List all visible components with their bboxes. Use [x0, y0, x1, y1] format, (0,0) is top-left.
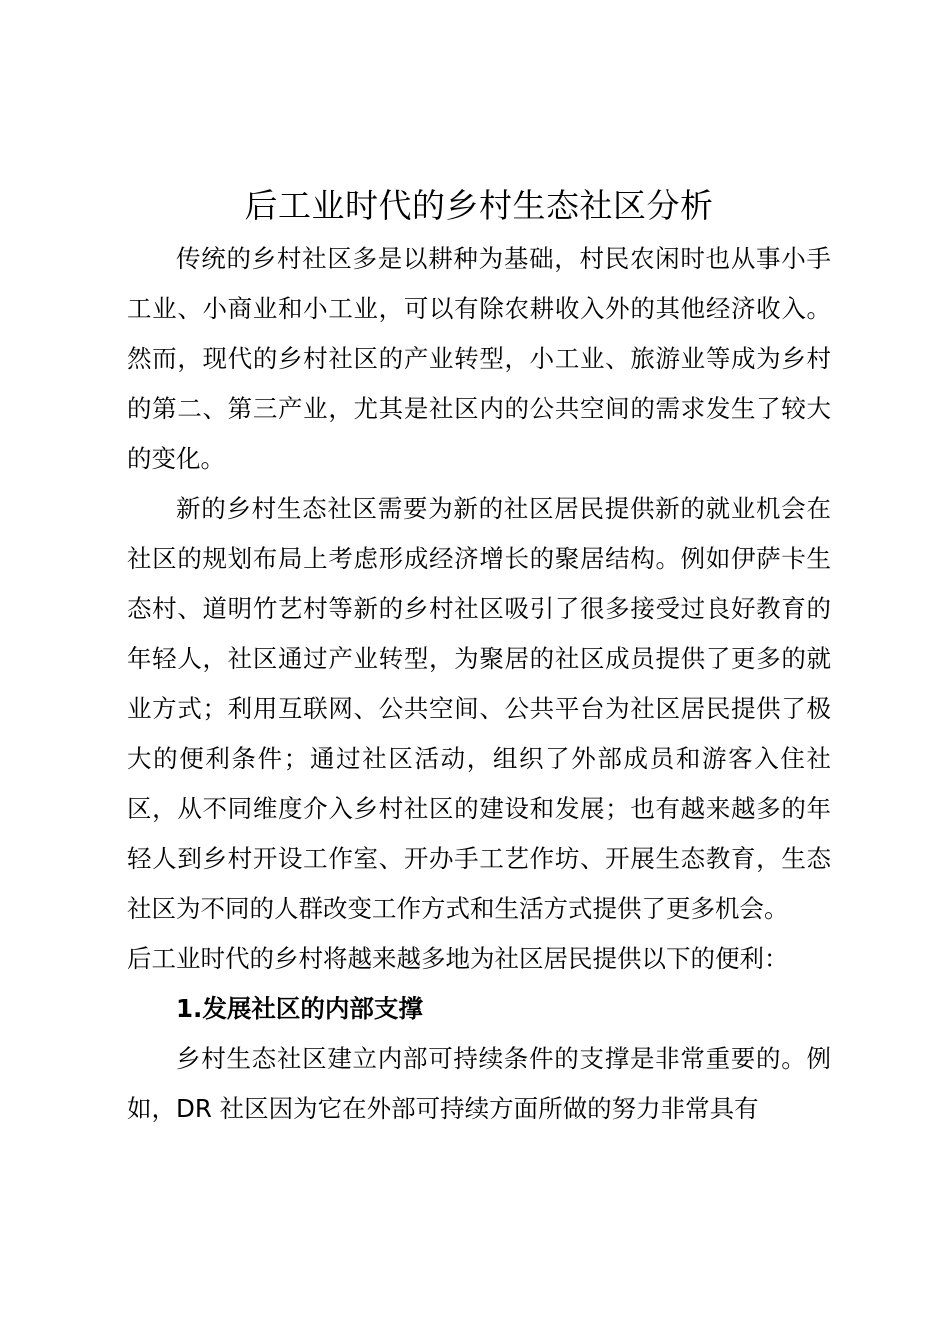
document-page: [127, 178, 831, 1134]
paragraph-new-eco-community: 新的乡村生态社区需要为新的社区居民提供新的就业机会在社区的规划布局上考虑形成经济增长的聚居结构。例如伊萨卡生态村、道明竹艺村等新的乡村社区吸引了很多接受过良好教育的年轻人，社区通过产业转型，为聚居的社区成员提供了更多的就业方式；利用互联网、公共空间、公共平台为社区居民提供了极大的便利条件；通过社区活动，组织了外部成员和游客入住社区，从不同维度介入乡村社区的建设和发展；也有越来越多的年轻人到乡村开设工作室、开办手工艺作坊、开展生态教育，生态社区为不同的人群改变工作方式和生活方式提供了更多机会。: [127, 494, 831, 923]
paragraph-internal-support: 乡村生态社区建立内部可持续条件的支撑是非常重要的。例如，DR 社区因为它在外部可持续方面所做的努力非常具有: [127, 1044, 831, 1123]
document-title: 后工业时代的乡村生态社区分析: [244, 186, 714, 225]
paragraph-traditional-community: 传统的乡村社区多是以耕种为基础，村民农闲时也从事小手工业、小商业和小工业，可以有除农耕收入外的其他经济收入。然而，现代的乡村社区的产业转型，小工业、旅游业等成为乡村的第二、第三产业，尤其是社区内的公共空间的需求发生了较大的变化。: [127, 244, 831, 473]
section-heading-internal-support: 1.发展社区的内部支撑: [176, 994, 423, 1023]
paragraph-post-industrial-benefits: 后工业时代的乡村将越来越多地为社区居民提供以下的便利：: [127, 944, 789, 973]
